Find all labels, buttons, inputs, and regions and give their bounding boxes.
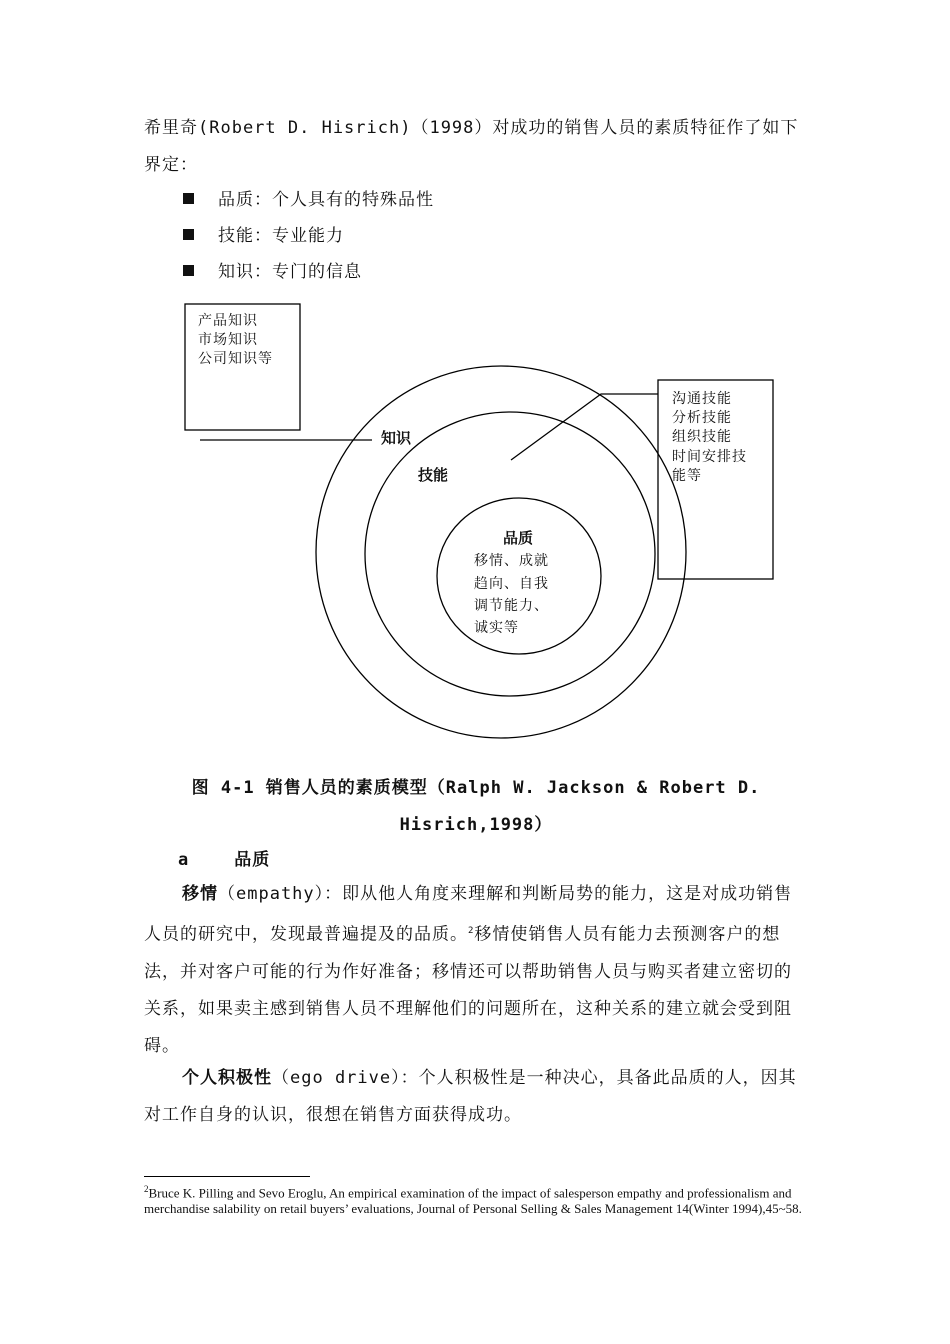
list-item [183, 182, 434, 218]
knowledge-circle [316, 366, 686, 738]
section-heading [178, 842, 478, 879]
square-bullet-icon [183, 193, 194, 204]
knowledge-label: 知识 [381, 429, 412, 447]
inner-circle-line: 移情、成就 [474, 553, 549, 569]
skills-box-line: 沟通技能 [672, 391, 732, 407]
quality-label: 品质 [503, 529, 534, 547]
skills-box-line: 时间安排技 [672, 449, 747, 465]
knowledge-box-line: 公司知识等 [198, 351, 273, 367]
empathy-term: 移情 [182, 884, 218, 904]
caption-line-2: Hisrich,1998） [399, 815, 553, 835]
section-title: 品质 [234, 850, 271, 870]
ego-drive-text: （ego drive）：个人积极性是一种决心，具备此品质的人，因其对工作自身的认识，很想在销售方面获得成功。 [144, 1068, 797, 1125]
competency-model-diagram [0, 290, 950, 760]
list-item [183, 218, 434, 254]
inner-circle-line: 诚实等 [474, 620, 519, 636]
footnote-text: Bruce K. Pilling and Sevo Eroglu, An empirical examination of the impact of salesperson empathy and professionalism and merchandise salability on retail buyers’ evaluations, Journal of Personal Selling & Sales Management 14(Winter 1994),45~58. [144, 1185, 802, 1217]
figure-caption [144, 770, 808, 844]
empathy-text: （empathy）：即从他人角度来理解和判断局势的能力，这是对成功销售人员的研究中，发现最普遍提及的品质。 [144, 884, 793, 945]
list-item-text: 品质：个人具有的特殊品性 [218, 190, 434, 210]
caption-line-1: 图 4-1 销售人员的素质模型（Ralph W. Jackson & Robert D. [191, 778, 761, 798]
inner-circle-line: 趋向、自我 [474, 576, 549, 592]
list-item-text: 技能：专业能力 [218, 226, 344, 246]
intro-paragraph [144, 110, 808, 184]
knowledge-box-line: 市场知识 [198, 332, 258, 348]
intro-text: 希里奇(Robert D. Hisrich)（1998）对成功的销售人员的素质特征作了如下界定： [144, 118, 799, 175]
empathy-paragraph [144, 876, 808, 1065]
skills-label: 技能 [418, 466, 449, 484]
skills-box-line: 能等 [672, 468, 702, 484]
square-bullet-icon [183, 229, 194, 240]
list-item [183, 254, 434, 290]
trait-list [183, 182, 434, 290]
knowledge-box-line: 产品知识 [198, 313, 258, 329]
ego-drive-term: 个人积极性 [182, 1068, 272, 1088]
section-letter: a [178, 850, 190, 870]
ego-drive-paragraph [144, 1060, 808, 1134]
footnote-number: 2 [144, 1184, 149, 1194]
footnote-reference[interactable]: 2 [468, 926, 475, 936]
square-bullet-icon [183, 265, 194, 276]
skills-connector [511, 394, 658, 460]
skills-box-line: 组织技能 [672, 429, 732, 445]
footnote-separator [144, 1176, 310, 1177]
inner-circle-line: 调节能力、 [474, 598, 549, 614]
skills-box-line: 分析技能 [672, 410, 732, 426]
footnote [144, 1181, 824, 1217]
empathy-text-continued: 移情使销售人员有能力去预测客户的想法，并对客户可能的行为作好准备；移情还可以帮助销售人员与购买者建立密切的关系，如果卖主感到销售人员不理解他们的问题所在，这种关系的建立就会受到阻碍。 [144, 924, 792, 1056]
list-item-text: 知识：专门的信息 [218, 262, 362, 282]
